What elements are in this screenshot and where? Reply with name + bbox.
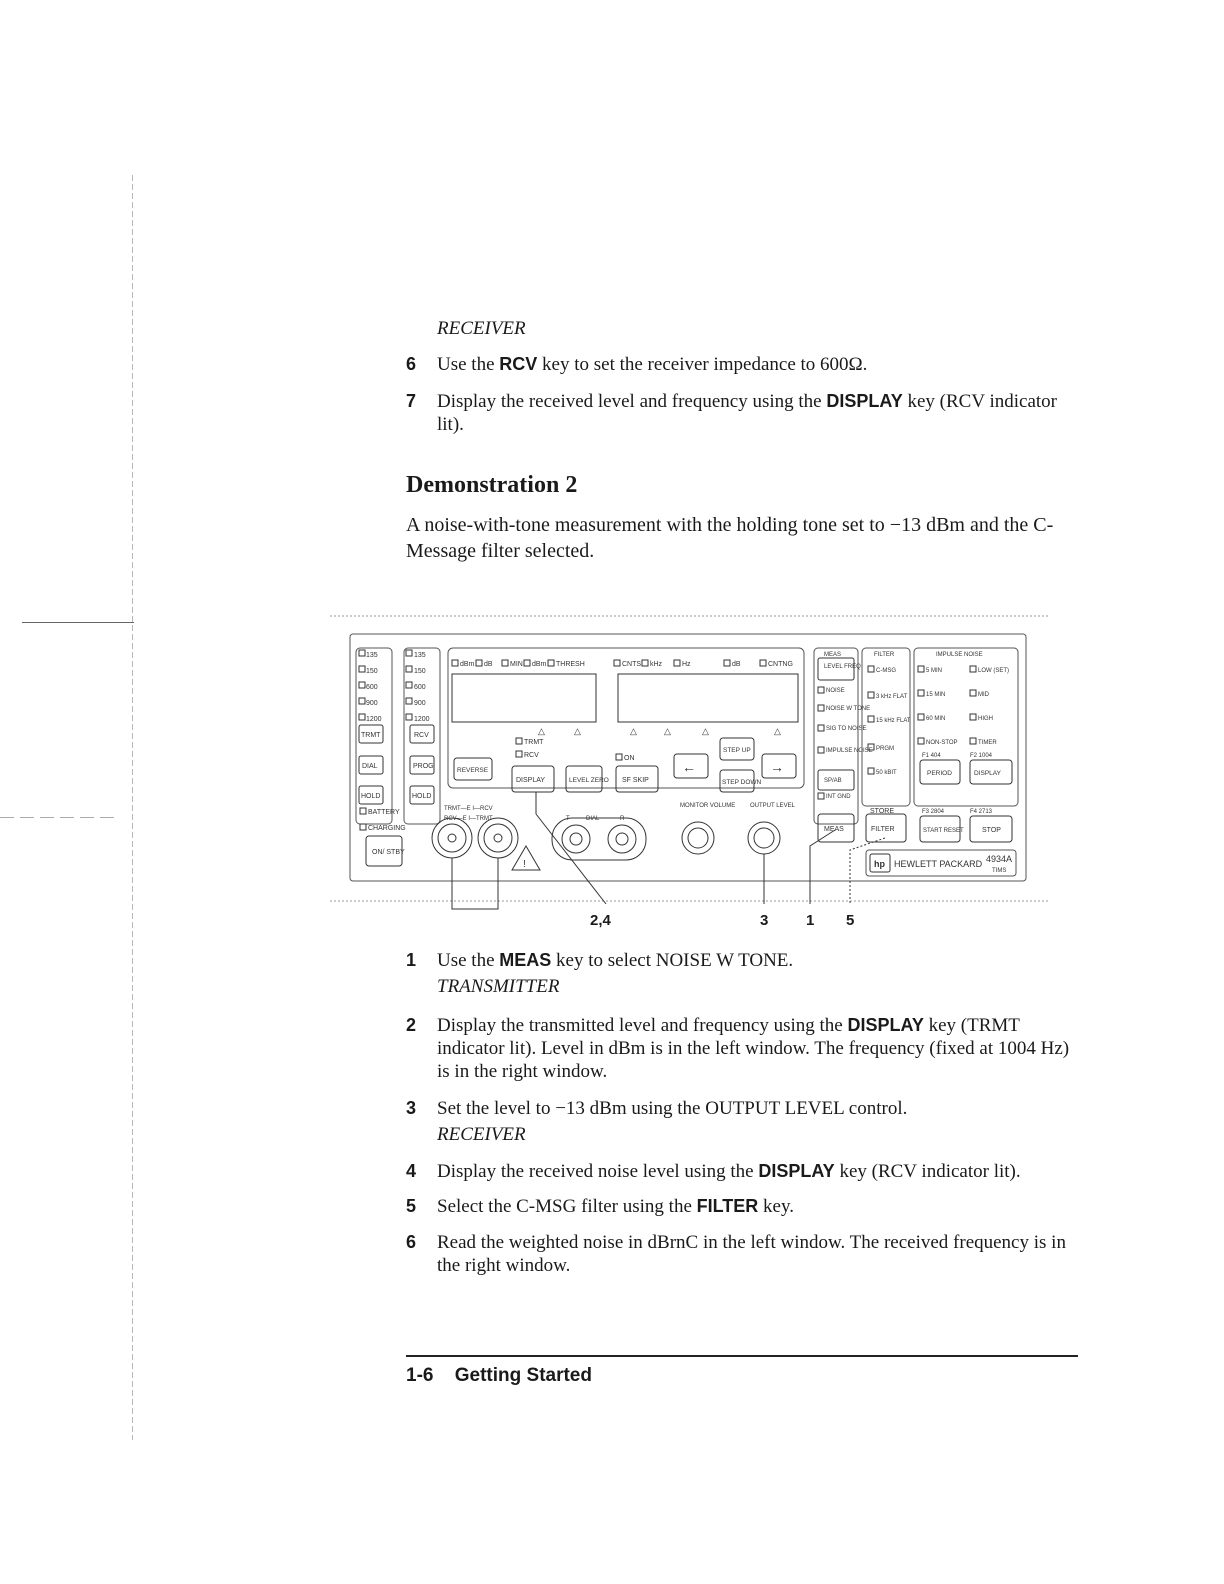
receive-jack — [478, 818, 518, 858]
svg-text:CNTS: CNTS — [622, 661, 642, 668]
svg-text:HOLD: HOLD — [412, 793, 432, 800]
svg-text:60 MIN: 60 MIN — [926, 716, 946, 722]
battery-indicator: BATTERY — [368, 809, 400, 816]
store-label: STORE — [870, 808, 894, 815]
svg-text:dBm: dBm — [532, 661, 547, 668]
callout-2-4: 2,4 — [590, 912, 611, 929]
svg-text:NOISE: NOISE — [826, 688, 845, 694]
svg-text:LEVEL ZERO: LEVEL ZERO — [569, 777, 609, 784]
f3-key-label: F3 2804 — [922, 809, 945, 815]
step-number: 1 — [406, 950, 417, 970]
units-indicator-row — [460, 661, 793, 668]
step-number: 4 — [406, 1161, 417, 1181]
svg-text:REVERSE: REVERSE — [457, 767, 489, 774]
impulse-panel-title: IMPULSE NOISE — [936, 652, 983, 658]
svg-text:R: R — [620, 816, 625, 822]
svg-text:dB: dB — [732, 661, 741, 668]
instrument-front-panel-figure — [330, 614, 1048, 914]
output-level-knob[interactable] — [748, 822, 780, 854]
svg-text:TIMER: TIMER — [978, 740, 997, 746]
step-text: Set the level to −13 dBm using the OUTPUT LEVEL control. — [437, 1098, 908, 1119]
trmt-button[interactable] — [359, 725, 383, 743]
left-display-window — [452, 674, 596, 722]
svg-text:←: ← — [682, 759, 696, 775]
svg-text:SP/AB: SP/AB — [824, 778, 842, 784]
margin-tick-dashed — [0, 817, 120, 818]
svg-text:→: → — [770, 759, 784, 775]
svg-text:STEP DOWN: STEP DOWN — [722, 779, 762, 786]
right-display-window — [618, 674, 798, 722]
svg-text:DIAL: DIAL — [586, 816, 600, 822]
svg-text:DIAL: DIAL — [362, 763, 378, 770]
svg-text:DISPLAY: DISPLAY — [516, 777, 546, 784]
reverse-button[interactable] — [454, 758, 492, 780]
svg-text:THRESH: THRESH — [556, 661, 585, 668]
step-number: 6 — [406, 1232, 417, 1252]
rcv-trmt-jack-label: RCV—E I—TRMT — [444, 816, 493, 822]
monitor-volume-knob[interactable] — [682, 822, 714, 854]
trmt-indicator: TRMT — [524, 739, 544, 746]
step-text: Select the C-MSG filter using the FILTER key. — [437, 1196, 794, 1217]
step-number: 6 — [406, 354, 417, 374]
step-number: 5 — [406, 1196, 417, 1216]
page-number: 1-6 — [406, 1365, 434, 1386]
f2-key-label: F2 1004 — [970, 753, 993, 759]
svg-text:△: △ — [630, 726, 637, 736]
step-number: 2 — [406, 1015, 417, 1035]
step-up-button[interactable] — [720, 738, 754, 760]
svg-text:Hz: Hz — [682, 661, 691, 668]
intro-paragraph: A noise-with-tone measurement with the holding tone set to −13 dBm and the C-Message filter selected. — [406, 514, 1054, 562]
heading-demonstration-2: Demonstration 2 — [406, 472, 578, 498]
key-name: MEAS — [499, 950, 552, 970]
svg-text:△: △ — [574, 726, 581, 736]
svg-text:STEP UP: STEP UP — [723, 747, 751, 754]
output-level-label: OUTPUT LEVEL — [750, 803, 795, 809]
left-arrow-button[interactable] — [674, 754, 708, 778]
svg-text:STOP: STOP — [982, 827, 1001, 834]
margin-tick — [22, 622, 134, 623]
svg-text:PROG: PROG — [413, 763, 434, 770]
callout-3: 3 — [760, 912, 769, 929]
svg-text:PRGM: PRGM — [876, 746, 894, 752]
svg-text:dB: dB — [484, 661, 493, 668]
svg-text:600: 600 — [366, 684, 378, 691]
trmt-rcv-jack-label: TRMT—E I—RCV — [444, 806, 493, 812]
svg-text:CNTNG: CNTNG — [768, 661, 793, 668]
start-reset-button[interactable] — [920, 816, 964, 842]
key-name: DISPLAY — [826, 391, 903, 411]
monitor-volume-label: MONITOR VOLUME — [680, 803, 736, 809]
step-text: Use the RCV key to set the receiver impedance to 600Ω. — [437, 354, 868, 375]
stop-button[interactable] — [970, 816, 1012, 842]
impulse-options — [926, 668, 1009, 746]
svg-text:5 MIN: 5 MIN — [926, 668, 943, 674]
svg-text:△: △ — [774, 726, 781, 736]
svg-text:NON-STOP: NON-STOP — [926, 740, 958, 746]
svg-text:ON/ STBY: ON/ STBY — [372, 849, 405, 856]
svg-text:15 kHz FLAT: 15 kHz FLAT — [876, 718, 911, 724]
dial-jack-r — [608, 825, 636, 853]
key-name: FILTER — [696, 1196, 759, 1216]
svg-text:IMPULSE NOISE: IMPULSE NOISE — [826, 748, 873, 754]
step-text: Display the transmitted level and frequency using the DISPLAY key (TRMT indicator lit). Level in dBm is in the left window. The frequency (fixed at 1004 Hz) is in the right window. — [437, 1015, 1070, 1082]
sp-ab-button[interactable] — [818, 770, 854, 790]
svg-text:△: △ — [538, 726, 545, 736]
f1-key-label: F1 404 — [922, 753, 941, 759]
on-stby-button[interactable] — [366, 836, 405, 866]
svg-text:dBm: dBm — [460, 661, 475, 668]
page-footer — [406, 1365, 592, 1387]
filter-panel-title: FILTER — [874, 652, 895, 658]
svg-text:150: 150 — [366, 668, 378, 675]
svg-text:MEAS: MEAS — [824, 826, 844, 833]
transmit-jack — [432, 818, 472, 858]
svg-text:SIG TO NOISE: SIG TO NOISE — [826, 726, 867, 732]
rcv-indicator: RCV — [524, 752, 539, 759]
svg-text:MID: MID — [978, 692, 989, 698]
prog-button[interactable] — [410, 756, 434, 774]
svg-text:DISPLAY: DISPLAY — [974, 770, 1001, 777]
svg-text:15 MIN: 15 MIN — [926, 692, 946, 698]
svg-text:FILTER: FILTER — [871, 826, 895, 833]
on-indicator: ON — [624, 755, 635, 762]
dial-button[interactable] — [359, 756, 383, 774]
svg-text:600: 600 — [414, 684, 426, 691]
step-text: Display the received noise level using the DISPLAY key (RCV indicator lit). — [437, 1161, 1021, 1182]
svg-text:kHz: kHz — [650, 661, 663, 668]
section-transmitter: TRANSMITTER — [437, 976, 560, 997]
svg-text:1200: 1200 — [414, 716, 430, 723]
svg-text:135: 135 — [414, 652, 426, 659]
svg-text:LOW (SET): LOW (SET) — [978, 668, 1009, 674]
svg-text:NOISE W TONE: NOISE W TONE — [826, 706, 871, 712]
svg-text:TRMT: TRMT — [361, 732, 381, 739]
brand-name: HEWLETT PACKARD — [894, 859, 983, 869]
svg-text:△: △ — [702, 726, 709, 736]
svg-text:T: T — [566, 816, 570, 822]
step-text: Read the weighted noise in dBrnC in the left window. The received frequency is in the right window. — [437, 1232, 1066, 1276]
dial-jack-t — [562, 825, 590, 853]
svg-text:RCV: RCV — [414, 732, 429, 739]
svg-text:△: △ — [664, 726, 671, 736]
key-name: DISPLAY — [758, 1161, 835, 1181]
callout-1: 1 — [806, 912, 815, 929]
callout-5: 5 — [846, 912, 855, 929]
rcv-button[interactable] — [410, 725, 434, 743]
svg-text:LEVEL FREQ: LEVEL FREQ — [824, 664, 861, 670]
model-number: 4934A — [986, 854, 1013, 864]
svg-text:MIN: MIN — [510, 661, 523, 668]
model-subtitle: TIMS — [992, 868, 1007, 874]
margin-rule — [132, 175, 133, 1440]
charging-indicator: CHARGING — [368, 825, 406, 832]
svg-text:150: 150 — [414, 668, 426, 675]
left-impedance-selector — [366, 652, 382, 723]
step-number: 7 — [406, 391, 417, 411]
display-button-right[interactable] — [970, 760, 1012, 784]
section-receiver-top: RECEIVER — [437, 318, 526, 339]
svg-text:HIGH: HIGH — [978, 716, 993, 722]
level-freq-button[interactable] — [818, 658, 861, 680]
key-name: RCV — [499, 354, 538, 374]
svg-text:hp: hp — [874, 859, 885, 869]
filter-options — [876, 668, 911, 776]
svg-text:SF SKIP: SF SKIP — [622, 777, 649, 784]
step-text: Display the received level and frequency using the DISPLAY key (RCV indicator lit). — [437, 391, 1057, 435]
svg-text:START RESET: START RESET — [923, 828, 964, 834]
svg-text:900: 900 — [366, 700, 378, 707]
svg-text:C-MSG: C-MSG — [876, 668, 896, 674]
step-text: Use the MEAS key to select NOISE W TONE. — [437, 950, 794, 971]
hold-button-right[interactable] — [410, 786, 434, 804]
svg-text:135: 135 — [366, 652, 378, 659]
svg-text:PERIOD: PERIOD — [927, 770, 952, 777]
key-name: DISPLAY — [847, 1015, 924, 1035]
filter-button[interactable] — [866, 814, 906, 842]
section-receiver-bottom: RECEIVER — [437, 1124, 526, 1145]
footer-rule — [406, 1355, 1078, 1357]
svg-text:INT GND: INT GND — [826, 794, 851, 800]
period-button[interactable] — [920, 760, 960, 784]
svg-text:HOLD: HOLD — [361, 793, 381, 800]
step-down-button[interactable] — [720, 770, 762, 792]
svg-text:900: 900 — [414, 700, 426, 707]
right-impedance-selector — [414, 652, 430, 723]
svg-text:!: ! — [523, 859, 526, 870]
svg-text:50 kBIT: 50 kBIT — [876, 770, 897, 776]
f4-key-label: F4 2713 — [970, 809, 993, 815]
step-number: 3 — [406, 1098, 417, 1118]
svg-text:1200: 1200 — [366, 716, 382, 723]
hold-button-left[interactable] — [359, 786, 383, 804]
chapter-title: Getting Started — [454, 1365, 592, 1386]
svg-text:3 kHz FLAT: 3 kHz FLAT — [876, 694, 908, 700]
right-arrow-button[interactable] — [762, 754, 796, 778]
meas-panel-title: MEAS — [824, 652, 842, 658]
